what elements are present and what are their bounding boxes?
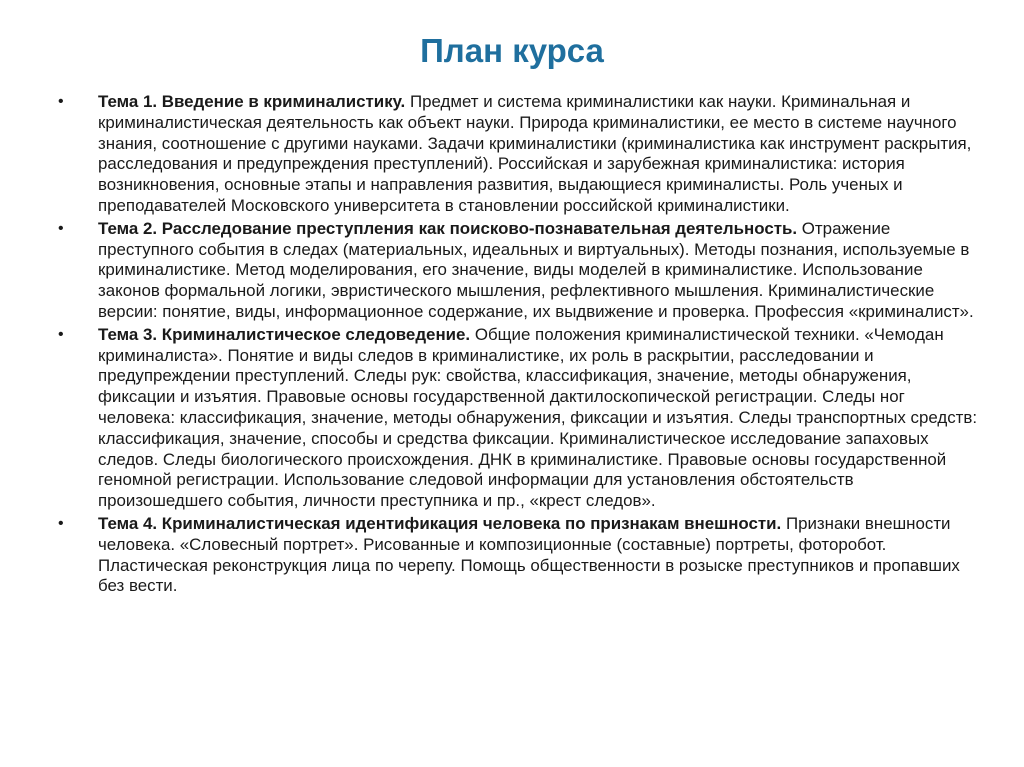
topic-body: Общие положения криминалистической техники. «Чемодан криминалиста». Понятие и виды следов в криминалистике, их роль в раскрытии, расследовании и предупреждении преступлений. Следы рук: свойства, классификация, значение, методы обнаружения, фиксации и изъятия. Правовые основы государственной дактилоскопической регистрации. Следы ног человека: классификация, значение, методы обнаружения, фиксации и изъятия. Следы транспортных средств: классификация, значение, способы и средства фиксации. Криминалистическое исследование запаховых следов. Следы биологического происхождения. ДНК в криминалистике. Правовые основы государственной геномной регистрации. Использование следовой информации для установления обстоятельств произошедшего события, личности преступника и пр., «крест следов». [98, 324, 978, 511]
bullet-icon: • [58, 93, 64, 110]
topic-item-3 [58, 325, 978, 512]
bullet-icon: • [58, 514, 64, 532]
topic-body: Отражение преступного события в следах (материальных, идеальных и виртуальных). Методы познания, используемые в криминалистике. Метод моделирования, его значение, виды моделей в криминалистике. Использование законов формальной логики, эвристического мышления, рефлективного мышления. Криминалистические версии: понятие, виды, информационное содержание, их выдвижение и проверка. Профессия «криминалист». [98, 218, 974, 321]
topic-item-1 [58, 92, 978, 217]
topic-heading: Тема 4. Криминалистическая идентификация человека по признакам внешности. [98, 513, 782, 533]
topic-heading: Тема 1. Введение в криминалистику. [98, 92, 406, 111]
bullet-icon: • [58, 325, 64, 343]
bullet-icon: • [58, 219, 64, 237]
topic-heading: Тема 3. Криминалистическое следоведение. [98, 324, 471, 344]
topic-heading: Тема 2. Расследование преступления как поисково-познавательная деятельность. [98, 218, 798, 238]
topic-item-2 [58, 219, 978, 323]
topic-list [58, 92, 978, 599]
slide-title: План курса [420, 32, 604, 69]
topic-body: Признаки внешности человека. «Словесный портрет». Рисованные и композиционные (составные) портреты, фоторобот. Пластическая реконструкция лица по черепу. Помощь общественности в розыске преступников и пропавших без вести. [98, 513, 960, 596]
topic-body: Предмет и система криминалистики как науки. Криминальная и криминалистическая деятельность как объект науки. Природа криминалистики, ее место в системе научного знания, соотношение с другими науками. Задачи криминалистики (криминалистика как инструмент раскрытия, расследования и предупреждения преступлений). Российская и зарубежная криминалистика: история возникновения, основные этапы и направления развития, выдающиеся криминалисты. Роль ученых и преподавателей Московского университета в становлении российской криминалистики. [98, 92, 972, 215]
topic-item-4 [58, 514, 978, 597]
